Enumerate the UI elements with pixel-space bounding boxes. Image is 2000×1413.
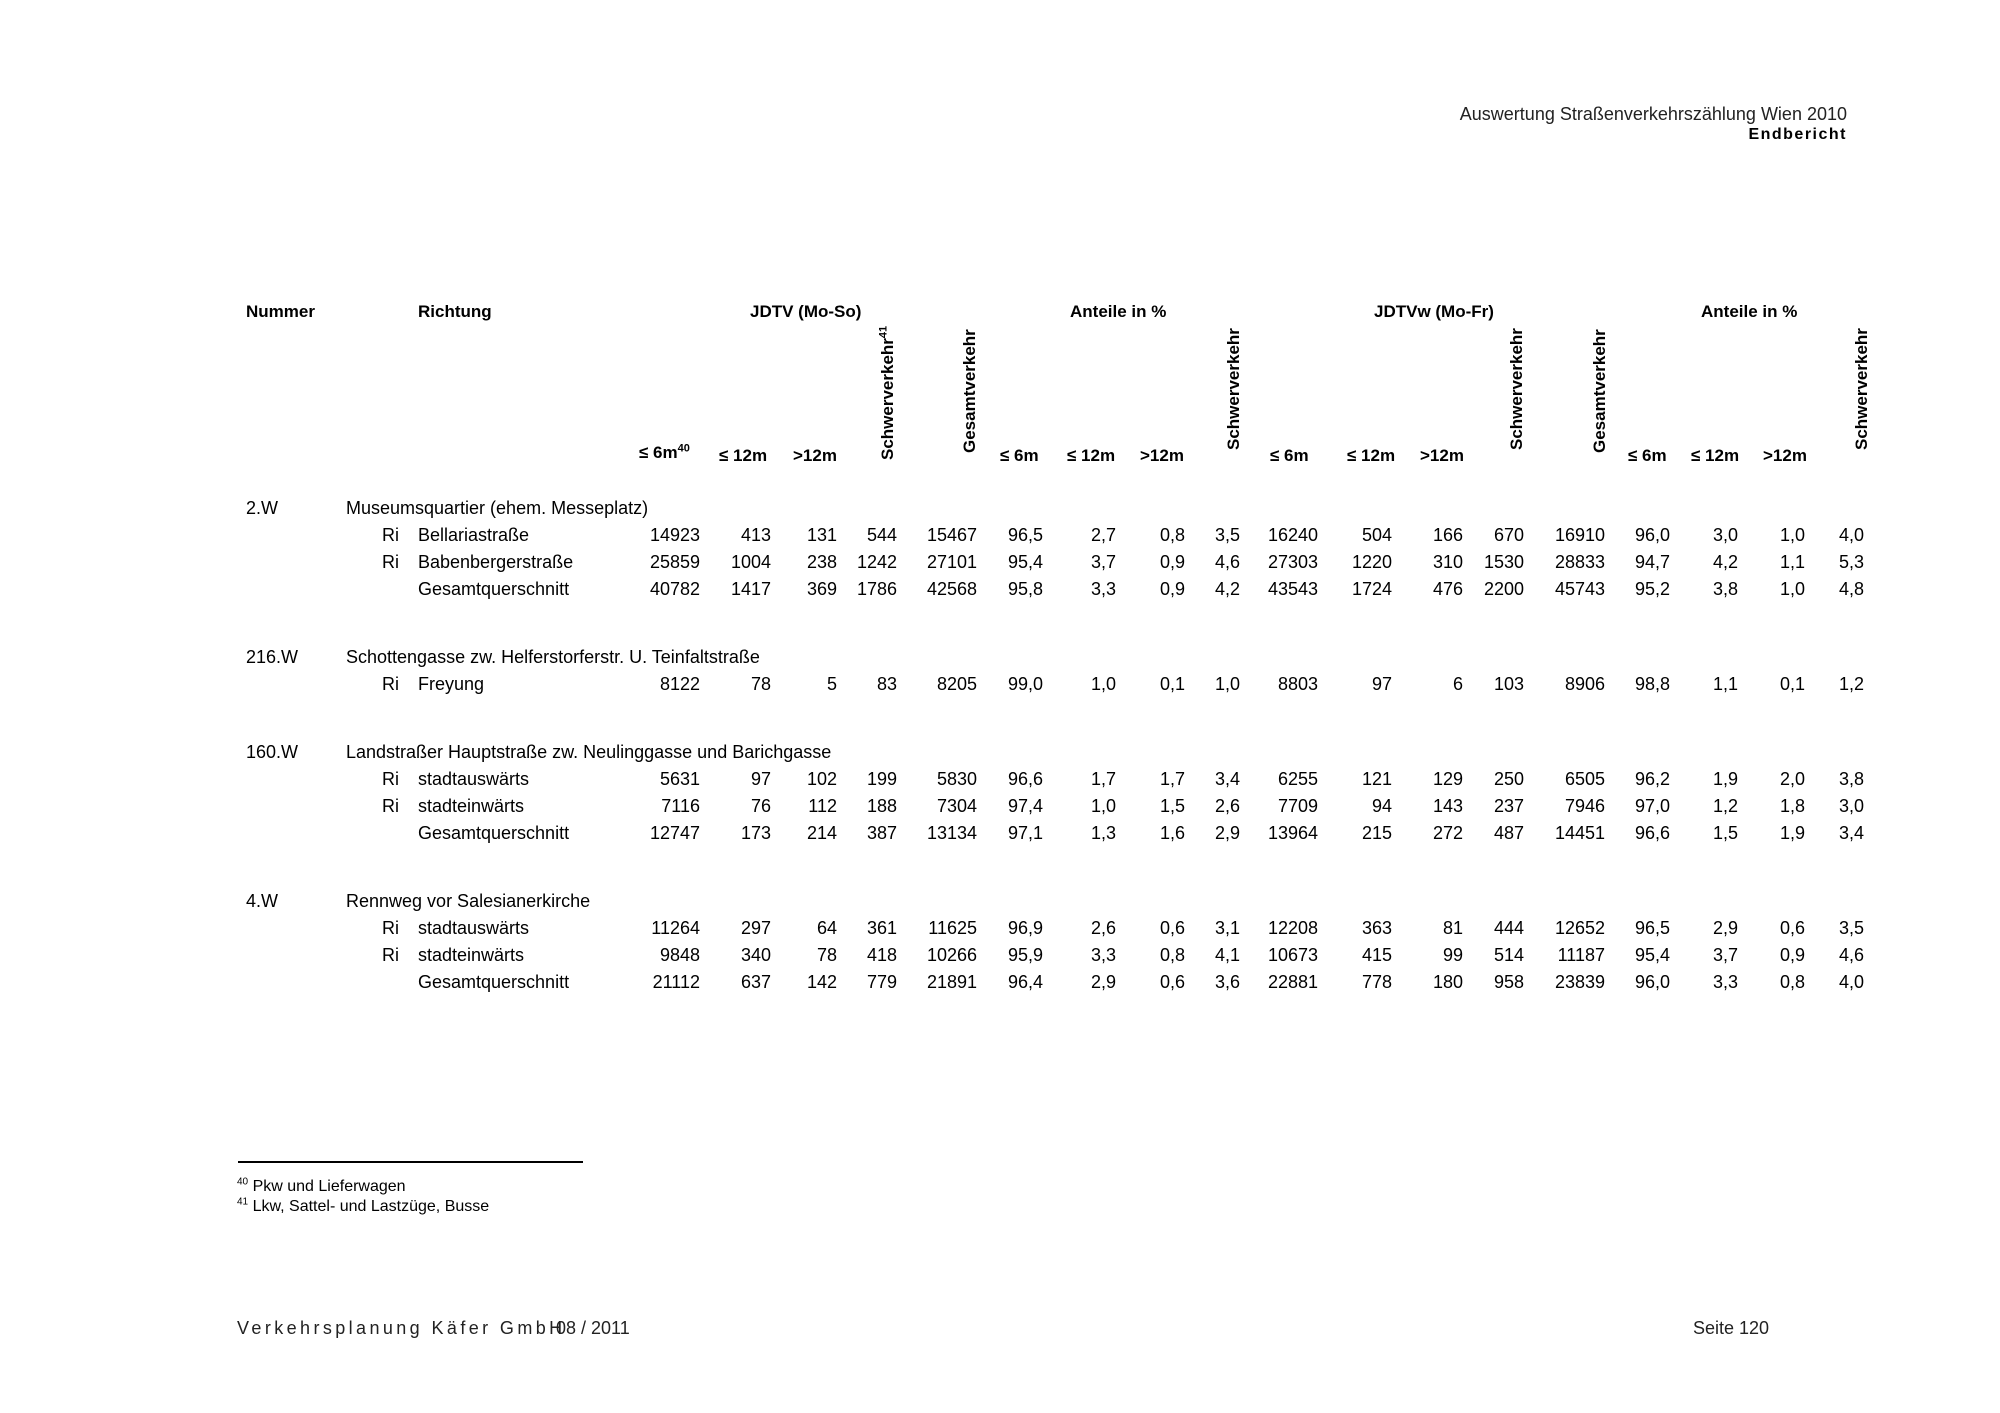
table-cell: 96,6 (1007, 769, 1043, 789)
table-cell: 3,0 (1712, 525, 1738, 545)
table-cell: 958 (1493, 972, 1524, 992)
table-cell: 413 (740, 525, 771, 545)
row-direction-prefix: Ri (382, 552, 399, 572)
table-cell: 9848 (659, 945, 700, 965)
table-cell: 13134 (926, 823, 977, 843)
table-cell: 45743 (1554, 579, 1605, 599)
table-cell: 0,9 (1779, 945, 1805, 965)
table-cell: 3,3 (1090, 945, 1116, 965)
table-cell: 1,2 (1712, 796, 1738, 816)
table-cell: 6255 (1277, 769, 1318, 789)
table-cell: 3,7 (1090, 552, 1116, 572)
group-title: Rennweg vor Salesianerkirche (346, 891, 591, 911)
table-cell: 0,9 (1159, 579, 1185, 599)
sub-header-gt12m-4: >12m (1763, 446, 1807, 465)
table-cell: 96,0 (1634, 972, 1670, 992)
table-cell: 129 (1432, 769, 1463, 789)
table-cell: 11187 (1557, 945, 1605, 965)
table-cell: 166 (1432, 525, 1463, 545)
table-cell: 1417 (730, 579, 771, 599)
document-subtitle: Endbericht (1748, 126, 1847, 143)
group-number: 216.W (246, 647, 299, 667)
table-cell: 10673 (1267, 945, 1318, 965)
table-cell: 95,4 (1634, 945, 1670, 965)
table-cell: 1,1 (1779, 552, 1805, 572)
sub-header-schwerverkehr-2: Schwerverkehr (1224, 328, 1243, 450)
table-cell: 6 (1452, 674, 1463, 694)
table-cell: 11264 (651, 918, 700, 938)
sub-header-le12m: ≤ 12m (719, 446, 768, 465)
sub-header-gesamtverkehr-1: Gesamtverkehr (960, 329, 979, 453)
table-cell: 1,0 (1090, 674, 1116, 694)
table-cell: 363 (1361, 918, 1392, 938)
table-cell: 544 (866, 525, 897, 545)
table-cell: 121 (1361, 769, 1392, 789)
table-cell: 3,5 (1838, 918, 1864, 938)
row-direction-prefix: Ri (382, 918, 399, 938)
table-cell: 238 (806, 552, 837, 572)
table-cell: 1,5 (1159, 796, 1185, 816)
table-cell: 11625 (928, 918, 977, 938)
table-cell: 142 (806, 972, 837, 992)
table-cell: 1242 (856, 552, 897, 572)
table-cell: 99 (1442, 945, 1463, 965)
table-cell: 340 (740, 945, 771, 965)
table-cell: 95,9 (1007, 945, 1043, 965)
table-cell: 0,8 (1779, 972, 1805, 992)
table-cell: 180 (1432, 972, 1463, 992)
row-name: stadtauswärts (418, 769, 530, 789)
table-cell: 8122 (659, 674, 700, 694)
table-cell: 103 (1493, 674, 1524, 694)
sub-header-le12m-3: ≤ 12m (1347, 446, 1396, 465)
table-cell: 1,0 (1090, 796, 1116, 816)
table-cell: 3,3 (1090, 579, 1116, 599)
table-cell: 23839 (1554, 972, 1605, 992)
table-cell: 387 (866, 823, 897, 843)
table-cell: 8906 (1564, 674, 1605, 694)
row-name: stadteinwärts (418, 796, 525, 816)
sub-header-gt12m: >12m (793, 446, 837, 465)
col-header-anteile-2: Anteile in % (1701, 302, 1798, 321)
row-name: Gesamtquerschnitt (418, 823, 570, 843)
table-cell: 4,1 (1214, 945, 1240, 965)
table-cell: 637 (740, 972, 771, 992)
table-cell: 2,9 (1712, 918, 1738, 938)
table-cell: 0,6 (1779, 918, 1805, 938)
col-header-jdtv: JDTV (Mo-So) (750, 302, 862, 321)
table-cell: 3,8 (1838, 769, 1864, 789)
table-cell: 1,3 (1090, 823, 1116, 843)
sub-header-le12m-2: ≤ 12m (1067, 446, 1116, 465)
table-cell: 1,8 (1779, 796, 1805, 816)
table-cell: 22881 (1267, 972, 1318, 992)
table-cell: 1,2 (1838, 674, 1864, 694)
table-cell: 16910 (1554, 525, 1605, 545)
group-number: 2.W (246, 498, 279, 518)
table-cell: 7709 (1277, 796, 1318, 816)
table-cell: 5631 (659, 769, 700, 789)
sub-header-le12m-4: ≤ 12m (1691, 446, 1740, 465)
row-name: Gesamtquerschnitt (418, 579, 570, 599)
table-cell: 96,2 (1634, 769, 1670, 789)
table-cell: 83 (876, 674, 897, 694)
table-cell: 1786 (856, 579, 897, 599)
document-title: Auswertung Straßenverkehrszählung Wien 2010 (1459, 104, 1847, 124)
table-cell: 2,6 (1090, 918, 1116, 938)
sub-header-le6m-2: ≤ 6m (1000, 446, 1039, 465)
table-cell: 94,7 (1634, 552, 1670, 572)
table-cell: 0,6 (1159, 918, 1185, 938)
table-cell: 97,0 (1634, 796, 1670, 816)
table-cell: 96,9 (1007, 918, 1043, 938)
table-cell: 78 (816, 945, 837, 965)
table-cell: 1,5 (1712, 823, 1738, 843)
table-cell: 0,1 (1779, 674, 1805, 694)
footnote-40: $^{40}$ Pkw und Lieferwagen (237, 1176, 406, 1195)
table-cell: 3,3 (1712, 972, 1738, 992)
table-cell: 1220 (1351, 552, 1392, 572)
table-cell: 1,9 (1779, 823, 1805, 843)
table-cell: 16240 (1267, 525, 1318, 545)
table-cell: 1,1 (1712, 674, 1738, 694)
table-cell: 0,8 (1159, 525, 1185, 545)
sub-header-le6m-4: ≤ 6m (1628, 446, 1667, 465)
table-cell: 237 (1493, 796, 1524, 816)
table-cell: 188 (866, 796, 897, 816)
table-cell: 0,9 (1159, 552, 1185, 572)
table-cell: 42568 (926, 579, 977, 599)
table-cell: 173 (740, 823, 771, 843)
table-cell: 64 (816, 918, 837, 938)
table-cell: 143 (1432, 796, 1463, 816)
table-cell: 2,0 (1779, 769, 1805, 789)
sub-header-gesamtverkehr-2: Gesamtverkehr (1590, 329, 1609, 453)
row-name: Freyung (418, 674, 485, 694)
group-title: Landstraßer Hauptstraße zw. Neulinggasse und Barichgasse (346, 742, 832, 762)
table-cell: 361 (866, 918, 897, 938)
table-cell: 5 (826, 674, 837, 694)
table-cell: 670 (1493, 525, 1524, 545)
table-cell: 272 (1432, 823, 1463, 843)
row-name: Babenbergerstraße (418, 552, 574, 572)
table-cell: 13964 (1267, 823, 1318, 843)
table-cell: 7116 (661, 796, 700, 816)
sub-header-le6m: ≤ $6m^{40}$ (639, 442, 690, 462)
table-cell: 28833 (1554, 552, 1605, 572)
table-cell: 97,4 (1007, 796, 1043, 816)
table-cell: 1004 (730, 552, 771, 572)
table-cell: 99,0 (1007, 674, 1043, 694)
table-cell: 2,6 (1214, 796, 1240, 816)
table-cell: 3,7 (1712, 945, 1738, 965)
sub-header-le6m-3: ≤ 6m (1270, 446, 1309, 465)
table-cell: 96,6 (1634, 823, 1670, 843)
row-name: Bellariastraße (418, 525, 530, 545)
sub-header-schwerverkehr-3: Schwerverkehr (1507, 328, 1526, 450)
table-cell: 21891 (926, 972, 977, 992)
table-cell: 418 (866, 945, 897, 965)
table-cell: 96,5 (1007, 525, 1043, 545)
table-cell: 12747 (649, 823, 700, 843)
row-direction-prefix: Ri (382, 796, 399, 816)
table-cell: 199 (866, 769, 897, 789)
row-name: Gesamtquerschnitt (418, 972, 570, 992)
table-cell: 1,9 (1712, 769, 1738, 789)
table-cell: 0,1 (1159, 674, 1185, 694)
table-cell: 1,0 (1779, 579, 1805, 599)
table-cell: 21112 (652, 972, 700, 992)
table-cell: 96,4 (1007, 972, 1043, 992)
group-title: Museumsquartier (ehem. Messeplatz) (346, 498, 649, 518)
row-name: stadteinwärts (418, 945, 525, 965)
table-cell: 8205 (936, 674, 977, 694)
table-cell: 2200 (1483, 579, 1524, 599)
table-cell: 4,2 (1214, 579, 1240, 599)
table-cell: 2,7 (1090, 525, 1116, 545)
table-cell: 102 (806, 769, 837, 789)
table-cell: 2,9 (1214, 823, 1240, 843)
table-cell: 43543 (1267, 579, 1318, 599)
table-cell: 0,6 (1159, 972, 1185, 992)
table-cell: 5,3 (1838, 552, 1864, 572)
table-cell: 4,2 (1712, 552, 1738, 572)
table-cell: 4,0 (1838, 972, 1864, 992)
table-cell: 76 (750, 796, 771, 816)
table-cell: 96,5 (1634, 918, 1670, 938)
table-cell: 415 (1361, 945, 1392, 965)
footnote-rule (238, 1161, 583, 1163)
sub-header-schwerverkehr-4: Schwerverkehr (1852, 328, 1871, 450)
table-cell: 3,8 (1712, 579, 1738, 599)
footnote-ref-41: 41 (877, 325, 890, 339)
table-cell: 10266 (926, 945, 977, 965)
table-cell: 214 (806, 823, 837, 843)
footnote-ref-40: 40 (677, 442, 690, 455)
table-cell: 4,6 (1838, 945, 1864, 965)
col-header-richtung: Richtung (418, 302, 492, 321)
table-cell: 112 (808, 796, 837, 816)
table-cell: 487 (1493, 823, 1524, 843)
table-cell: 369 (806, 579, 837, 599)
table-cell: 95,8 (1007, 579, 1043, 599)
table-cell: 310 (1432, 552, 1463, 572)
table-cell: 250 (1493, 769, 1524, 789)
table-cell: 1,0 (1779, 525, 1805, 545)
table-cell: 95,2 (1634, 579, 1670, 599)
table-cell: 444 (1493, 918, 1524, 938)
table-cell: 97 (750, 769, 771, 789)
table-cell: 4,0 (1838, 525, 1864, 545)
col-header-anteile-1: Anteile in % (1070, 302, 1167, 321)
table-cell: 4,8 (1838, 579, 1864, 599)
group-number: 160.W (246, 742, 299, 762)
table-cell: 297 (740, 918, 771, 938)
table-cell: 514 (1493, 945, 1524, 965)
table-cell: 2,9 (1090, 972, 1116, 992)
col-header-jdtvw: JDTVw (Mo-Fr) (1374, 302, 1494, 321)
table-cell: 97,1 (1007, 823, 1043, 843)
footer-date: 08 / 2011 (556, 1318, 630, 1338)
sub-header-gt12m-3: >12m (1420, 446, 1464, 465)
table-cell: 3,4 (1838, 823, 1864, 843)
row-direction-prefix: Ri (382, 945, 399, 965)
table-cell: 15467 (926, 525, 977, 545)
table-cell: 3,5 (1214, 525, 1240, 545)
table-cell: 27303 (1267, 552, 1318, 572)
table-cell: 1,7 (1090, 769, 1116, 789)
row-name: stadtauswärts (418, 918, 530, 938)
table-cell: 14923 (649, 525, 700, 545)
table-cell: 8803 (1277, 674, 1318, 694)
table-cell: 1,7 (1159, 769, 1185, 789)
table-cell: 3,6 (1214, 972, 1240, 992)
table-cell: 779 (866, 972, 897, 992)
table-cell: 5830 (936, 769, 977, 789)
group-title: Schottengasse zw. Helferstorferstr. U. Teinfaltstraße (346, 647, 760, 667)
footnote-41: $^{41}$ Lkw, Sattel- und Lastzüge, Busse (237, 1196, 490, 1215)
table-cell: 12652 (1554, 918, 1605, 938)
table-cell: 1,6 (1159, 823, 1185, 843)
table-cell: 476 (1432, 579, 1463, 599)
sub-header-schwerverkehr-1: Schwerverkehr$^{41}$ (877, 325, 897, 460)
table-cell: 0,8 (1159, 945, 1185, 965)
table-cell: 7304 (936, 796, 977, 816)
table-cell: 778 (1361, 972, 1392, 992)
table-cell: 4,6 (1214, 552, 1240, 572)
table-cell: 6505 (1564, 769, 1605, 789)
sub-header-gt12m-2: >12m (1140, 446, 1184, 465)
table-cell: 40782 (649, 579, 700, 599)
table-cell: 504 (1361, 525, 1392, 545)
table-cell: 7946 (1564, 796, 1605, 816)
table-cell: 14451 (1554, 823, 1605, 843)
table-cell: 1,0 (1214, 674, 1240, 694)
table-cell: 78 (750, 674, 771, 694)
table-cell: 81 (1442, 918, 1463, 938)
table-cell: 97 (1371, 674, 1392, 694)
table-cell: 96,0 (1634, 525, 1670, 545)
table-cell: 94 (1371, 796, 1392, 816)
table-cell: 95,4 (1007, 552, 1043, 572)
row-direction-prefix: Ri (382, 525, 399, 545)
table-cell: 12208 (1267, 918, 1318, 938)
table-cell: 3,0 (1838, 796, 1864, 816)
table-cell: 98,8 (1634, 674, 1670, 694)
footer-company: Verkehrsplanung Käfer GmbH (237, 1318, 566, 1338)
table-cell: 1724 (1351, 579, 1392, 599)
table-cell: 27101 (926, 552, 977, 572)
table-cell: 3,1 (1214, 918, 1240, 938)
footer-page-number: Seite 120 (1693, 1318, 1770, 1338)
row-direction-prefix: Ri (382, 769, 399, 789)
table-cell: 1530 (1483, 552, 1524, 572)
table-cell: 25859 (649, 552, 700, 572)
group-number: 4.W (246, 891, 279, 911)
row-direction-prefix: Ri (382, 674, 399, 694)
table-cell: 3,4 (1214, 769, 1240, 789)
table-cell: 215 (1361, 823, 1392, 843)
table-cell: 131 (806, 525, 837, 545)
col-header-nummer: Nummer (246, 302, 315, 321)
